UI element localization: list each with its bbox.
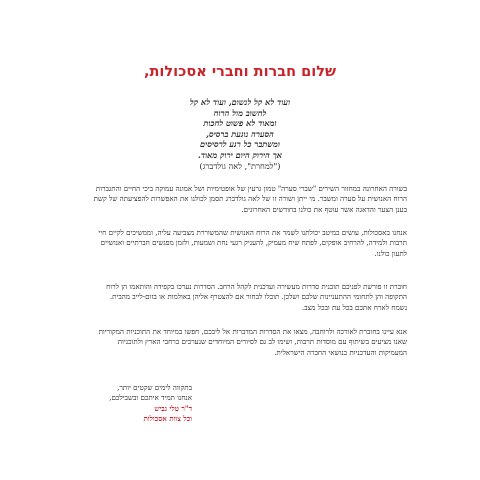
poem-line: ועוד לא קל לנשום, ועוד לא קל — [189, 97, 291, 107]
paragraph-line: נשמח לארח אתכם בכל עת ובכל מצב. — [301, 302, 407, 312]
body-paragraph-2 — [67, 228, 407, 259]
paragraph-line: תרבות ולמידה, להרחיב אופקים, לפתח שיח מעמיק, להעניק רגעי נחת ושמעות, ולזמן מפגשים חברתיים ואנושיים — [100, 238, 407, 248]
body-paragraph-3 — [67, 282, 407, 313]
signoff-line: אנחנו תמיד איתכם ובשבילכם, — [109, 393, 192, 403]
paragraph-line: בענן הצער והדאגה אשר עוטף את כולנו בחודשים האחרונים. — [241, 204, 407, 214]
body-paragraph-4 — [67, 327, 407, 358]
paragraph-line: התקופה והן לתחומי ההתעניינות שלכם ושלכן. תוכלו לבחור אם להצטרף אליהן באולמות או בזום-לייב מהבית. — [109, 292, 407, 302]
poem-line: אך הירוק היום ירוק מאוד. — [197, 149, 283, 160]
paragraph-line: שאנו מציעים בשיתוף עם מוסדות תרבות, ושימו לב גם לסיורים המיוחדים שנערכים ברחבי הארץ ולתוכניות — [117, 337, 407, 347]
paragraph-line: בשורה האחרונה במחזור השירים "שברי סערה" טמון גרעין של אופטימיות ושל אמונה עמוקה ביכי החיים והתגברות — [95, 184, 407, 193]
signer-team: וכל צוות אסכולות — [143, 414, 192, 424]
paragraph-line: אנא עיינו בחוברת לאורכה ולרוחבה, מצאו את הסדרות המדברות אל ליבכם, חפשו במיוחד את התוכניות המקוריות — [98, 327, 407, 336]
paragraph-line: אנחנו באסכולות, עושים כמיטב יכולתנו לשמר את הרוח האנושית שהמשוררת מצביעה עליה, וממשיכים לקיים חיי — [98, 228, 407, 237]
letter-title: שלום חברות וחברי אסכולות, — [144, 64, 336, 80]
poem-line: ומאוד לא פשוט לחכות — [203, 118, 277, 128]
poem-quote — [120, 97, 360, 172]
signer-name: ד"ר טלי גביש — [154, 403, 192, 413]
letter-signoff — [72, 383, 192, 425]
paragraph-line: המעמיקות והעדכניות בנושאי החברה הישראלית. — [274, 347, 407, 357]
poem-credit: ("למחרת", לאה גולדברג) — [199, 161, 281, 171]
poem-line: הסערה נוגעת ברסיס, — [206, 128, 274, 139]
poem-line: ומשתבר כל רגע לרסיסים — [199, 139, 281, 149]
paragraph-line: לתעון כולנו. — [374, 248, 407, 258]
signoff-line: בתקווה לימים שקטים יותר, — [117, 383, 192, 392]
poem-line: לחשוב מול הרוח — [213, 107, 267, 118]
paragraph-line: חוברת זו פורשת לפניכם תוכנית סדרות מעשירה ועדכנית לקהל הרחב. הסדרות נערכו בקפידה והותאמו הן לרוח — [106, 282, 407, 291]
paragraph-line: הרוח האנושית על סערה ומשבר. מי ייתן ושורה זו של לאה גולדברג תסמן לכולנו את האפשרות להפציעתה של קשת — [93, 194, 407, 204]
body-paragraph-1 — [67, 184, 407, 215]
